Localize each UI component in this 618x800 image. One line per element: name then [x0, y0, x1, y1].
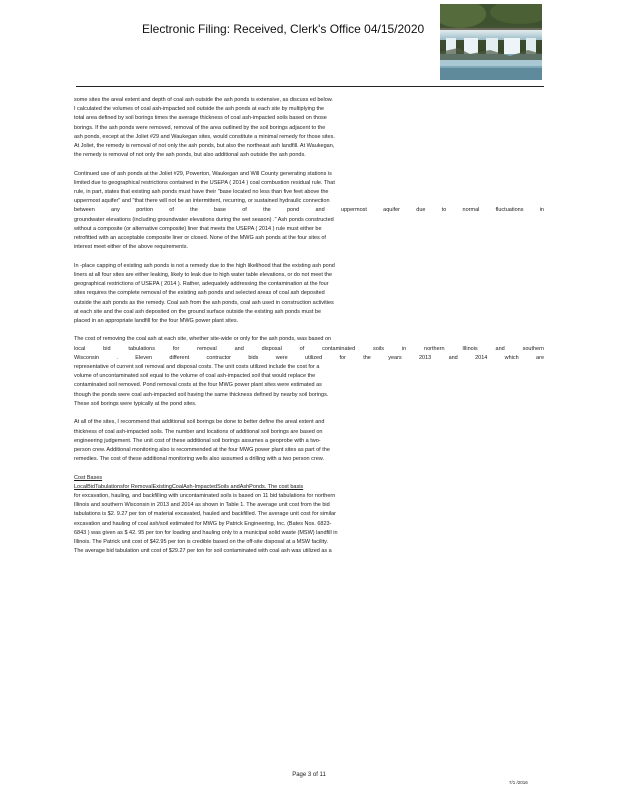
text-line: geographical restrictions of USEPA ( 2014 ). Rather, adequately addressing the contamination at the four	[74, 281, 329, 288]
waterfall-photo	[440, 4, 542, 80]
text-line: total area defined by soil borings times the average thickness of coal ash-impacted soils based on those	[74, 115, 327, 122]
text-line: local bid tabulations for removal and disposal of contaminated soils in northern Illinois and southern	[74, 345, 544, 352]
text-line: volume of uncontaminated soil equal to the volume of coal ash-impacted soil that would replace the	[74, 373, 316, 380]
text-line: ash ponds, except at the Joliet #29 and Waukegan sites, would constitute a minimal remedy for those sites.	[74, 133, 335, 140]
text-line: retrofitted with an acceptable composite liner or closed. None of the MWG ash ponds at the four sites of	[74, 235, 326, 242]
text-line: Continued use of ash ponds at the Joliet #29, Powerton, Waukegan and Will County generating stations is	[74, 170, 332, 177]
text-line: at each site and the coal ash deposited on the ground surface outside the existing ash ponds must be	[74, 308, 322, 315]
text-line: Illinois and southern Wisconsin in 2013 and 2014 as shown in Table 1. The average unit cost from the bid	[74, 502, 330, 509]
text-line: the remedy is removal of not only the ash ponds, but also additional ash outside the ash ponds.	[74, 152, 306, 159]
text-line: interest meet either of the above requirements.	[74, 244, 189, 251]
text-line: tabulations is $2. 9.27 per ton of material excavated, hauled and backfilled. The average unit cost for similar	[74, 511, 336, 518]
text-line: The average bid tabulation unit cost of $29.27 per ton for soil contaminated with coal ash was utilized as a	[74, 548, 332, 555]
text-line: without a composite (or alternative composite) liner that meets the USEPA ( 2014 ) rule must either be	[74, 225, 322, 232]
text-line: rule, in part, states that existing ash ponds must have their "base located no less than five feet above the	[74, 189, 329, 196]
text-line: engineering judgement. The unit cost of these additional soil borings assumes a geoprobe with a two-	[74, 437, 321, 444]
paragraph	[74, 170, 544, 253]
text-line: 6843 ) was given as $ 42. 95 per ton for loading and hauling only to a municipal solid waste (MSW) landfill in	[74, 529, 338, 536]
text-line: representative of current soil removal and disposal costs. The unit costs utilized include the cost for a	[74, 364, 320, 371]
text-line: placed in an appropriate landfill for the four MWG power plant sites.	[74, 317, 239, 324]
header-rule	[76, 86, 544, 87]
section-heading-line: LocalBidTabulationsfor RemovalExistingCoalAsh-ImpactedSoils andAshPonds. The cost basis	[74, 483, 304, 490]
text-line: At Joliet, the remedy is removal of not only the ash ponds, but also the northeast ash landfill. At Waukegan,	[74, 142, 335, 149]
text-line: In -place capping of existing ash ponds is not a remedy due to the high likelihood that the existing ash pond	[74, 262, 335, 269]
paragraph	[74, 96, 544, 160]
text-line: groundwater elevations (including groundwater elevations during the wet season) ." Ash ponds constructed	[74, 216, 334, 223]
paragraph	[74, 474, 544, 557]
text-line: remedies. The cost of these additional monitoring wells also assumed a drilling with a two person crew.	[74, 456, 324, 463]
page-number: Page 3 of 11	[292, 772, 326, 778]
text-line: contaminated soil removed. Pond removal costs at the four MWG power plant sites were estimated as	[74, 382, 322, 389]
text-line: These soil borings were typically at the pond sites.	[74, 400, 197, 407]
text-line: for excavation, hauling, and backfilling with uncontaminated soils is based on 11 bid tabulations for northern	[74, 493, 336, 500]
text-line: some sites the areal extent and depth of coal ash outside the ash ponds is extensive, as discuss ed below.	[74, 97, 333, 103]
text-line: thickness of coal ash-impacted soils. The number and locations of additional soil borings are based on	[74, 428, 323, 435]
text-line: excavation and hauling of coal ash/soil estimated for MWG by Patrick Engineering, Inc. (Bates Nos. 6823-	[74, 520, 332, 527]
paragraph	[74, 262, 544, 326]
section-heading-line: Cost Bases	[74, 474, 103, 481]
text-line: borings. If the ash ponds were removed, removal of the area outlined by the soil borings adjacent to the	[74, 124, 326, 131]
text-line: uppermost aquifer" and "that there will not be an intermittent, recurring, or sustained hydraulic connection	[74, 198, 330, 205]
text-line: between any portion of the base of the pond and uppermost aquifer due to normal fluctuations in	[74, 207, 544, 214]
text-line: sites requires the complete removal of the existing ash ponds and selected areas of coal ash deposited	[74, 290, 325, 297]
text-line: I calculated the volumes of coal ash-impacted soil outside the ash ponds at each site by multiplying the	[74, 106, 325, 113]
footer-code: 7/1 /2016	[509, 780, 528, 785]
paragraph	[74, 418, 544, 464]
text-line: person crew. Additional monitoring also is recommended at the four MWG power plant sites as part of the	[74, 446, 330, 453]
text-line: outside the ash ponds as the remedy. Coal ash from the ash ponds, coal ash used in construction activities	[74, 299, 334, 306]
text-line: The cost of removing the coal ash at each site, whether site-wide or only for the ash ponds, was based on	[74, 336, 332, 343]
text-line: Wisconsin . Eleven different contractor bids were utilized for the years 2013 and 2014 which are	[74, 354, 544, 361]
text-line: limited due to geographical restrictions contained in the USEPA ( 2014 ) coal combustion residual rule. That	[74, 179, 335, 186]
text-line: though the ponds were coal ash-impacted soil having the same thickness defined by nearby soil borings.	[74, 391, 329, 398]
filing-header-title: Electronic Filing: Received, Clerk's Office 04/15/2020	[142, 22, 425, 36]
text-line: At all of the sites, I recommend that additional soil borings be done to better define the areal extent and	[74, 419, 325, 426]
text-line: Illinois. The Patrick unit cost of $42.95 per ton is credible based on the off-site disposal at a MSW facility.	[74, 539, 329, 546]
paragraph	[74, 335, 544, 409]
document-body	[74, 96, 544, 566]
text-line: liners at all four sites are either leaking, likely to leak due to high water table elevations, or do not meet the	[74, 271, 333, 278]
